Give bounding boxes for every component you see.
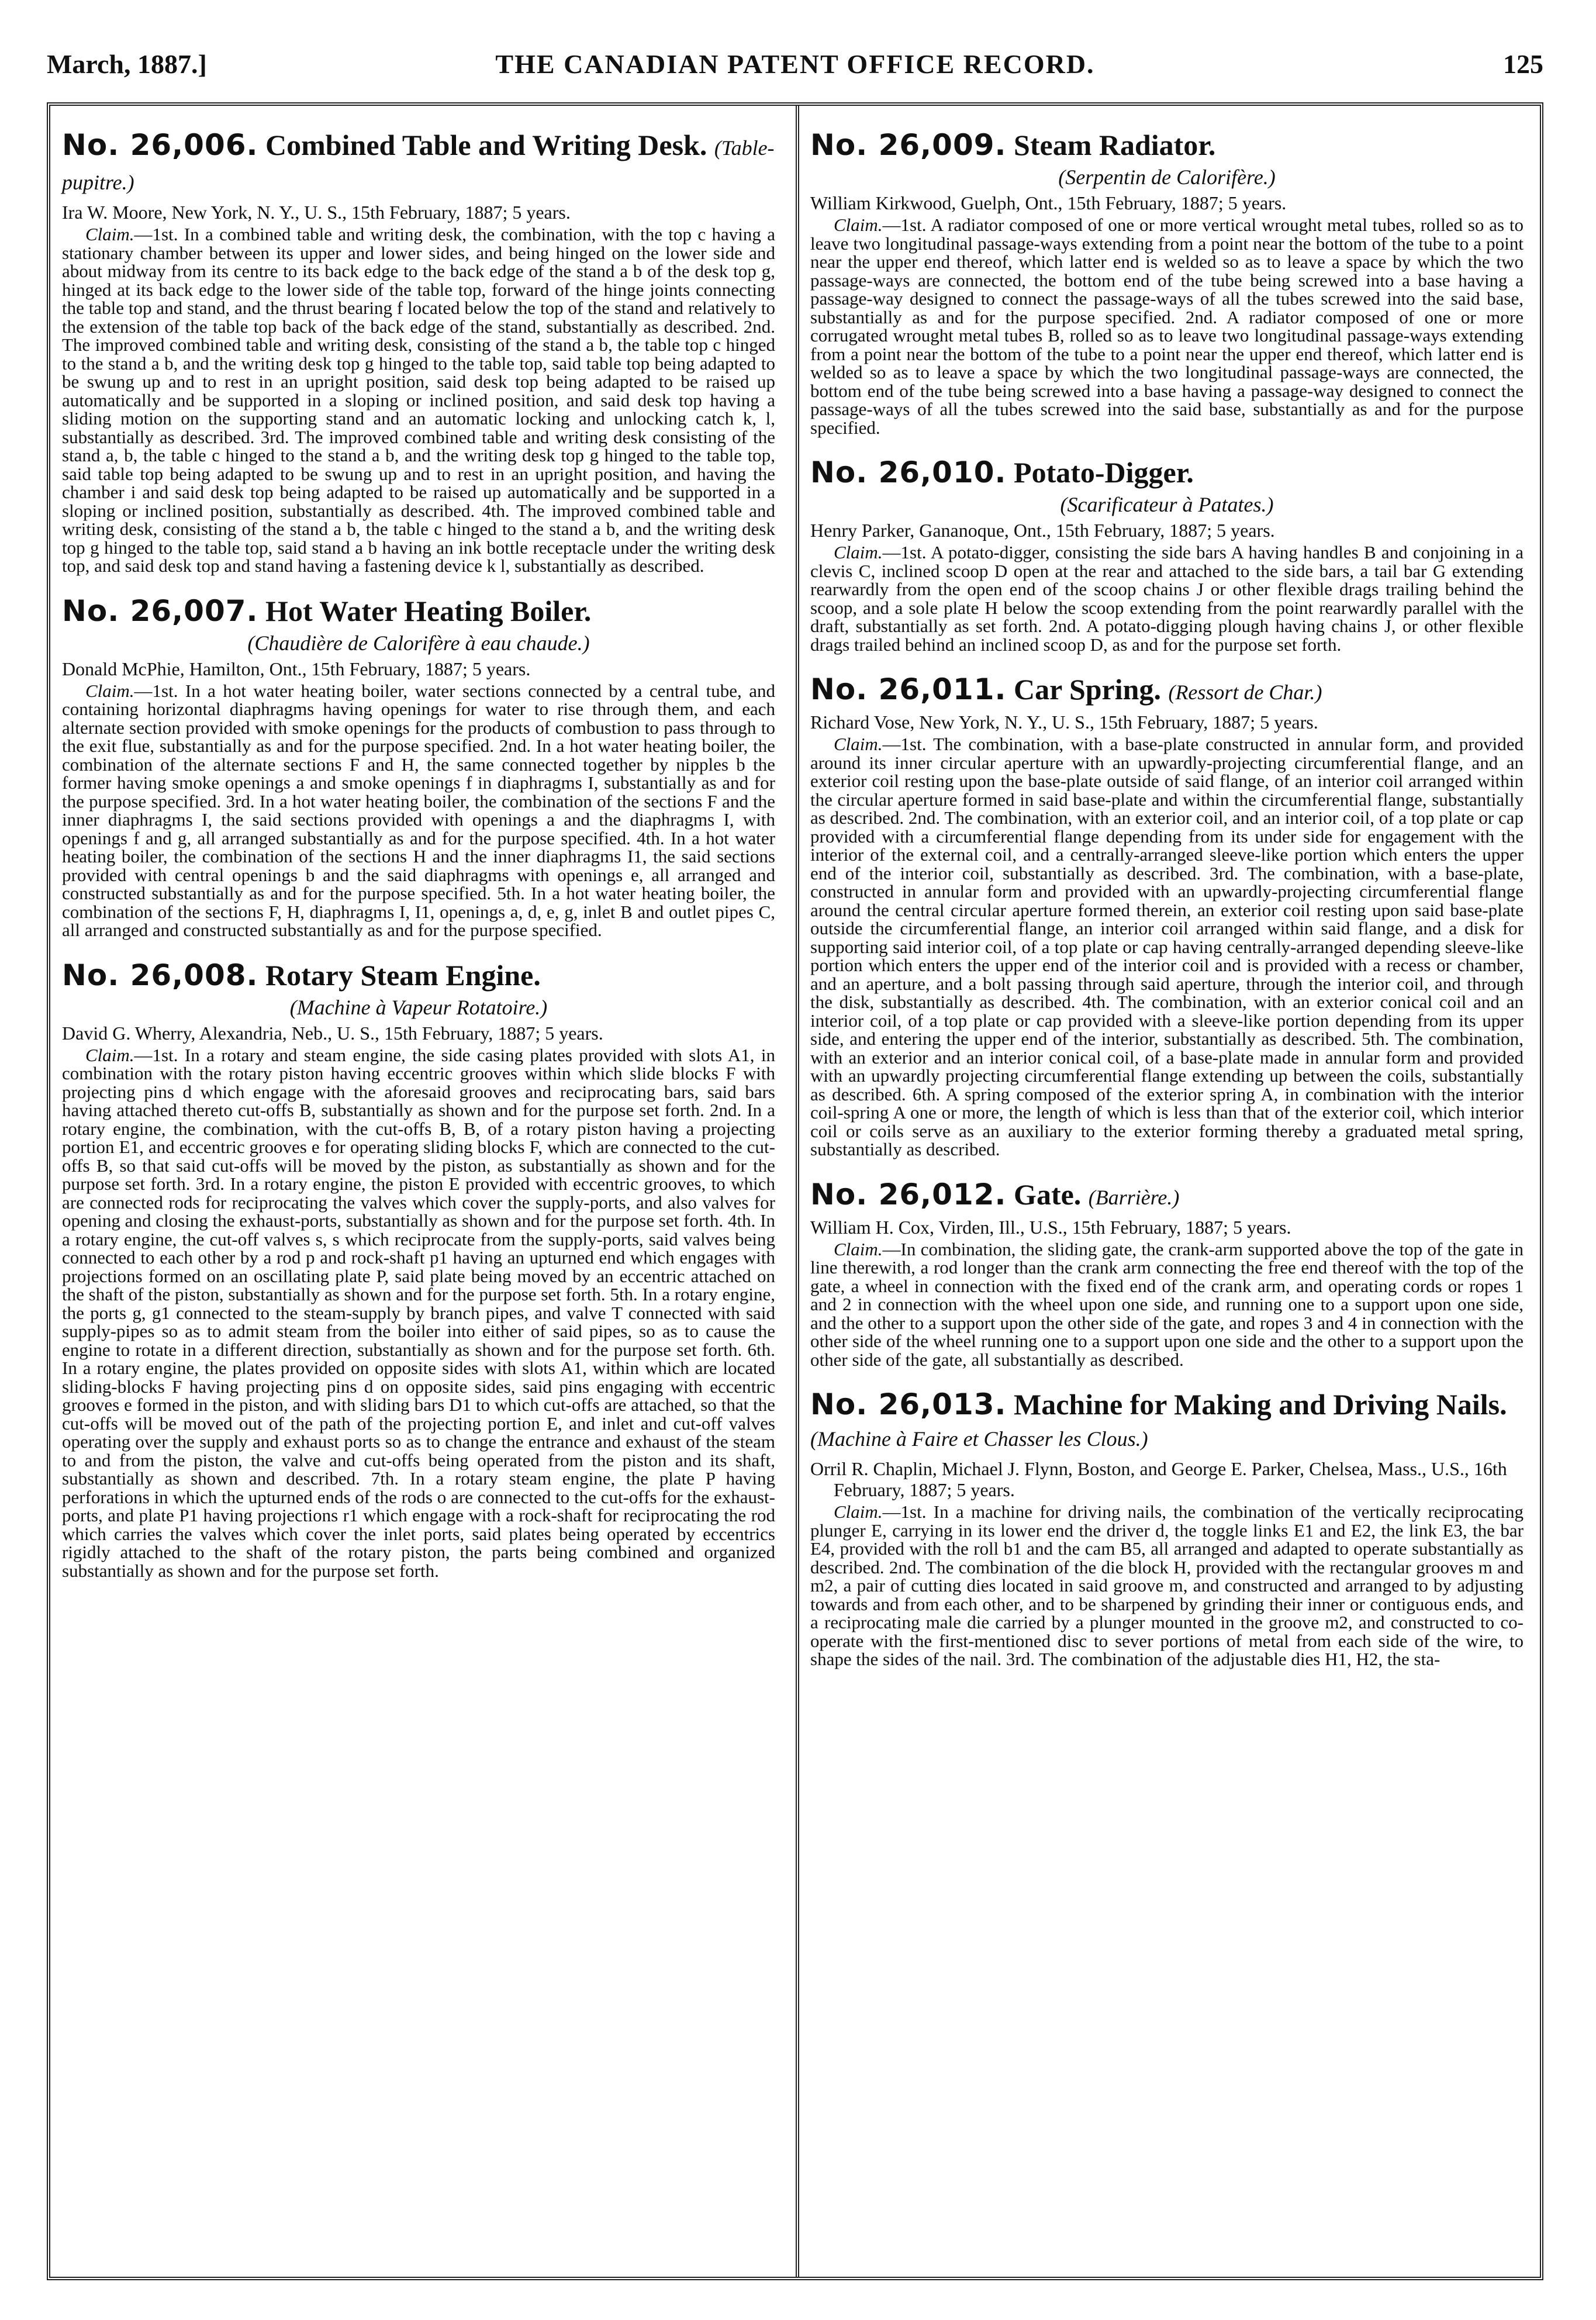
patent-french-title: (Barrière.) — [1088, 1185, 1180, 1209]
patent-inventor: David G. Wherry, Alexandria, Neb., U. S., 15th February, 1887; 5 years. — [62, 1022, 603, 1044]
page-number: 125 — [1503, 49, 1543, 79]
patent-french-title: (Table-pupitre.) — [62, 136, 775, 194]
patent-number: No. 26,013. — [810, 1387, 1007, 1421]
patent-heading — [810, 1179, 1524, 1213]
patent-number: No. 26,006. — [62, 128, 258, 162]
patent-french-title: (Machine à Faire et Chasser les Clous.) — [810, 1427, 1148, 1451]
patent-number: No. 26,011. — [810, 672, 1007, 706]
claim-text: —1st. In a machine for driving nails, the combination of the vertically reciprocating plunger E, carrying in its lower end the driver d, the toggle links E1 and E2, the link E3, the bar E4, provided with the roll b1 and the cam B5, all arranged and adapted to operate substantially as described. 2nd. The combination of the die block H, provided with the rectangular grooves m and m2, a pair of cutting dies located in said groove m, and constructed and arranged to by adjusting towards and from each other, and to be sharpened by grinding their inner or contiguous ends, and a reciprocating male die carried by a plunger mounted in the groove m2, and constructed to co-operate with the first-mentioned disc to sever portions of metal from each side of the wire, to shape the sides of the nail. 3rd. The combination of the adjustable dies H1, H2, the sta- — [810, 1501, 1524, 1669]
patent-title: Potato-Digger. — [1014, 456, 1194, 489]
patent-title: Machine for Making and Driving Nails. — [1014, 1388, 1507, 1421]
patent-heading — [810, 1389, 1524, 1455]
patent-french-title: (Chaudière de Calorifère à eau chaude.) — [247, 631, 590, 655]
patent-inventor: William Kirkwood, Guelph, Ont., 15th February, 1887; 5 years. — [810, 192, 1287, 213]
patent-claim — [810, 216, 1524, 437]
patent-heading — [62, 959, 775, 991]
patent-heading — [810, 457, 1524, 488]
patent-french-title: (Machine à Vapeur Rotatoire.) — [289, 995, 548, 1019]
claim-label: Claim. — [834, 1501, 883, 1522]
patent-inventor: William H. Cox, Virden, Ill., U.S., 15th February, 1887; 5 years. — [810, 1216, 1291, 1238]
claim-text: —In combination, the sliding gate, the crank-arm supported above the top of the gate in line therewith, a rod longer than the crank arm connecting the free end thereof with the top of the gate, a wheel in connection with the fixed end of the crank arm, and operating cords or ropes 1 and 2 in connection with the wheel upon one side, and running one to a support upon one side, and the other to a support upon the other side of the gate, and ropes 3 and 4 in connection with the other side of the wheel running one to a support upon one side and the other to a support upon the other side of the gate, all substantially as described. — [810, 1238, 1524, 1370]
claim-text: —1st. A potato-digger, consisting the side bars A having handles B and conjoining in a clevis C, inclined scoop D open at the rear and attached to the side bars, a tail bar G extending rearwardly from the open end of the scoop chains J or other flexible drags trailing behind the scoop, and a sole plate H below the scoop extending from the point rearwardly parallel with the draft, substantially as set forth. 2nd. A potato-digging plough having chains J, or other flexible drags trailed behind an inclined scoop D, as and for the purpose set forth. — [810, 542, 1524, 655]
patent-entry — [810, 457, 1524, 654]
claim-label: Claim. — [834, 734, 883, 754]
patent-number: No. 26,010. — [810, 455, 1007, 489]
patent-entry — [810, 674, 1524, 1159]
page-header — [47, 41, 1543, 88]
patent-heading — [810, 674, 1524, 708]
patent-number: No. 26,008. — [62, 958, 258, 992]
claim-label: Claim. — [85, 1044, 134, 1065]
patent-inventor: Richard Vose, New York, N. Y., U. S., 15th February, 1887; 5 years. — [810, 712, 1318, 733]
column-divider — [796, 106, 799, 2277]
patent-inventor: Donald McPhie, Hamilton, Ont., 15th February, 1887; 5 years. — [62, 658, 531, 679]
patent-title: Car Spring. — [1014, 673, 1161, 706]
patent-claim — [810, 1240, 1524, 1369]
patent-claim — [62, 682, 775, 940]
right-column — [810, 129, 1524, 1689]
patent-entry — [62, 129, 775, 575]
claim-text: —1st. A radiator composed of one or more vertical wrought metal tubes, rolled so as to leave two longitudinal passage-ways extending from a point near the bottom of the tube to a point near the upper end thereof, which latter end is welded so as to leave a space by which the two passage-ways are connected, the bottom end of the tube being screwed into a base having a passage-way designed to connect the passage-ways of all the tubes screwed into the said base, substantially as and for the purpose specified. 2nd. A radiator composed of one or more corrugated wrought metal tubes B, rolled so as to leave two longitudinal passage-ways extending from a point near the bottom of the tube to a point near the upper end thereof, which latter end is welded so as to leave a space by which the two longitudinal passage-ways are connected, the bottom end of the tube being screwed into a base having a passage-way designed to connect the passage-ways of all the tubes screwed into the said base, substantially as and for the purpose specified. — [810, 215, 1524, 438]
patent-claim — [62, 225, 775, 575]
patent-entry — [62, 595, 775, 940]
claim-label: Claim. — [85, 680, 134, 701]
claim-label: Claim. — [834, 542, 883, 562]
issue-date: March, 1887.] — [47, 49, 207, 79]
patent-inventor: Ira W. Moore, New York, N. Y., U. S., 15th February, 1887; 5 years. — [62, 202, 571, 223]
patent-title: Steam Radiator. — [1014, 129, 1216, 161]
patent-title: Hot Water Heating Boiler. — [265, 594, 592, 627]
patent-heading — [810, 129, 1524, 161]
patent-entry — [810, 1179, 1524, 1369]
patent-entry — [810, 1389, 1524, 1669]
patent-title: Gate. — [1014, 1178, 1082, 1211]
patent-claim — [62, 1046, 775, 1580]
patent-title: Rotary Steam Engine. — [265, 958, 541, 992]
patent-french-title: (Serpentin de Calorifère.) — [1058, 165, 1276, 189]
claim-text: —1st. In a combined table and writing desk, the combination, with the top c having a stationary chamber between its upper and lower sides, and being hinged on the lower side and about midway from its centre to its back edge to the back edge of the stand a b of the desk top g, hinged at its back edge to the lower side of the table top, forward of the hinge joints connecting the table top and stand, and the thrust bearing f located below the top of the stand and relatively to the extension of the table top back of the back edge of the stand, substantially as described. 2nd. The improved combined table and writing desk, consisting of the stand a b, the table top c hinged to the stand a b, and the writing desk top g hinged to the table top, said table top being adapted to be swung up and to rest in an upright position, said desk top being adapted to be raised up automatically and be supported in a sloping or inclined position, and said desk top having a sliding motion on the supporting stand and an automatic locking and unlocking catch k, l, substantially as described. 3rd. The improved combined table and writing desk consisting of the stand a, b, the table c hinged to the stand a b, and the writing desk top g hinged to the table top, said table top being adapted to be swung up and to rest in an upright position, and having the chamber i and said desk top being adapted to be raised up automatically and be supported in a sloping or inclined position, substantially as described. 4th. The improved combined table and writing desk, consisting of the stand a b, the table c hinged to the stand a b, and the writing desk top g hinged to the table top, said stand a b having an ink bottle receptacle under the writing desk top, and said desk top and stand having a fastening device k l, substantially as described. — [62, 224, 775, 576]
patent-french-title: (Scarificateur à Patates.) — [1060, 493, 1274, 516]
claim-text: —1st. The combination, with a base-plate constructed in annular form, and provided around its inner circular aperture with an upwardly-projecting circumferential flange, and an exterior coil resting upon the base-plate outside of said flange, of an interior coil arranged within the circular aperture formed in said base-plate and within the circumferential flange, substantially as described. 2nd. The combination, with an exterior coil, and an interior coil, of a top plate or cap provided with a circumferential flange depending from its under side for engagement with the interior of the external coil, and a centrally-arranged sleeve-like portion which enters the upper end of the interior coil, substantially as described. 3rd. The combination, with a base-plate, constructed in annular form and provided with an upwardly-projecting circumferential flange around the central circular aperture formed therein, an exterior coil resting upon said base-plate outside the circumferential flange, an interior coil arranged within said flange, and a disk for supporting said interior coil, of a top plate or cap having centrally-arranged depending sleeve-like portion which enters the upper end of the interior coil and is provided with a recess or chamber, and an aperture, and a bolt passing through said aperture, through the interior coil, and through the disk, substantially as described. 4th. The combination, with an exterior conical coil and an interior coil, of a top plate or cap provided with a sleeve-like portion depending from its upper side, and entering the upper end of the interior, substantially as described. 5th. The combination, with an exterior and an interior conical coil, of a base-plate made in annular form and provided with an upwardly projecting circumferential flange extending up between the coils, substantially as described. 6th. A spring composed of the exterior spring A, in combination with the interior coil-spring A one or more, the length of which is less than that of the exterior coil, which interior coil or coils serve as an auxiliary to the exterior forming thereby a graduated metal spring, substantially as described. — [810, 734, 1524, 1159]
claim-text: —1st. In a hot water heating boiler, water sections connected by a central tube, and containing horizontal diaphragms having openings for water to rise through them, and each alternate section provided with smoke openings for the products of combustion to pass through to the exit flue, substantially as and for the purpose specified. 2nd. In a hot water heating boiler, the combination of the alternate sections F and H, the same connected together by nipples b the former having smoke openings a and smoke openings f in diaphragms I, substantially as and for the purpose specified. 3rd. In a hot water heating boiler, the combination of the sections F and the inner diaphragms I, the said sections provided with openings a and the diaphragms I, with openings f and g, all arranged substantially as and for the purpose specified. 4th. In a hot water heating boiler, the combination of the sections H and the inner diaphragms I1, the said sections provided with central openings b and the said diaphragms with openings e, all arranged and constructed substantially as and for the purpose specified. 5th. In a hot water heating boiler, the combination of the sections F, H, diaphragms I, I1, openings a, d, e, g, inlet B and outlet pipes C, all arranged and constructed substantially as and for the purpose specified. — [62, 680, 775, 940]
page-frame — [47, 102, 1543, 2280]
patent-inventor: Orril R. Chaplin, Michael J. Flynn, Boston, and George E. Parker, Chelsea, Mass., U.S., 16th February, 1887; 5 years. — [810, 1458, 1507, 1500]
claim-label: Claim. — [834, 215, 883, 235]
claim-label: Claim. — [834, 1238, 883, 1259]
patent-inventor: Henry Parker, Gananoque, Ont., 15th February, 1887; 5 years. — [810, 520, 1275, 541]
patent-number: No. 26,007. — [62, 593, 258, 628]
patent-entry — [810, 129, 1524, 437]
patent-claim — [810, 543, 1524, 654]
claim-label: Claim. — [85, 224, 134, 244]
claim-text: —1st. In a rotary and steam engine, the side casing plates provided with slots A1, in combination with the rotary piston having eccentric grooves within which slide blocks F with projecting pins d which engage with the aforesaid grooves and reciprocating bars, said bars having attached thereto cut-offs B, substantially as shown and for the purpose set forth. 2nd. In a rotary engine, the combination, with the cut-offs B, B, of a rotary piston having a projecting portion E1, and eccentric grooves e for operating sliding blocks F, which are connected to the cut-offs B, so that said cut-offs will be moved by the piston, as substantially as shown and for the purpose set forth. 3rd. In a rotary engine, the piston E provided with eccentric grooves, to which are connected rods for reciprocating the valves which cover the supply-ports, and also valves for opening and closing the exhaust-ports, substantially as shown and for the purpose set forth. 4th. In a rotary engine, the cut-off valves s, s which reciprocate from the supply-ports, said valves being connected to each other by a rod p and rock-shaft p1 having an upturned end which engages with projections formed on an oscillating plate P, said plate being moved by an eccentric attached on the shaft of the piston, substantially as shown and for the purpose set forth. 5th. In a rotary engine, the ports g, g1 connected to the steam-supply by branch pipes, and valve T connected with said supply-pipes so as to admit steam from the boiler into either of said pipes, so as to cause the engine to rotate in a different direction, substantially as shown and for the purpose set forth. 6th. In a rotary engine, the plates provided on opposite sides with slots A1, within which are located sliding-blocks F having projecting pins d on opposite sides, said pins engaging with eccentric grooves e formed in the piston, and with sliding bars D1 to which cut-offs are attached, so that the cut-offs will be moved out of the path of the projecting portion E, and inlet and cut-off valves operating over the supply and exhaust ports so as to change the entrance and exhaust of the steam to and from the piston, the valve and cut-offs being operated from the piston and its shaft, substantially as shown and described. 7th. In a rotary steam engine, the plate P having perforations in which the upturned ends of the rods o are connected to the cut-offs for the exhaust-ports, and plate P1 having projections r1 which engage with a rock-shaft for reciprocating the rod which carries the valves which cover the inlet ports, said plates being operated by eccentrics rigidly attached to the shaft of the rotary piston, the parts being combined and organized substantially as shown and for the purpose set forth. — [62, 1044, 775, 1581]
journal-title: THE CANADIAN PATENT OFFICE RECORD. — [495, 49, 1095, 79]
patent-french-title: (Ressort de Char.) — [1168, 681, 1322, 704]
patent-entry — [62, 959, 775, 1580]
patent-heading — [62, 595, 775, 627]
patent-heading — [62, 129, 775, 198]
patent-number: No. 26,009. — [810, 128, 1007, 162]
patent-claim — [810, 735, 1524, 1159]
left-column — [62, 129, 775, 1600]
patent-claim — [810, 1503, 1524, 1669]
patent-title: Combined Table and Writing Desk. — [265, 129, 707, 161]
patent-number: No. 26,012. — [810, 1177, 1007, 1211]
